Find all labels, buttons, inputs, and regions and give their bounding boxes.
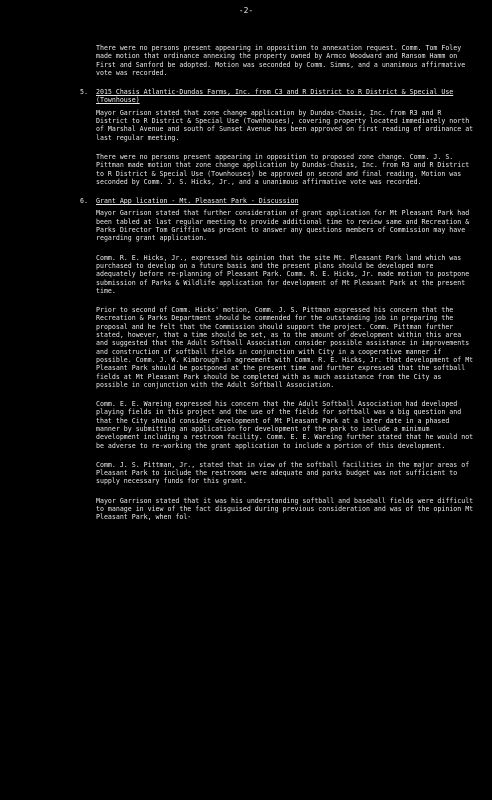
paragraph: Mayor Garrison stated that zone change application by Dundas-Chasis, Inc. from R3 and R District to R District & Special Use (Townhouses), covering property located immediately north of Marshal Avenue and south of Sunset Avenue has been approved on first reading of ordinance at last regular meeting. <box>96 108 478 142</box>
paragraph: Mayor Garrison stated that it was his understanding softball and baseball fields were difficult to manage in view of the fact disguised during previous consideration and was of the opinion Mt Pleasant Park, when fol- <box>96 496 478 522</box>
paragraph: There were no persons present appearing in opposition to proposed zone change. Comm. J. S. Pittman made motion that zone change application by Dundas-Chasis, Inc. from R3 and R District to R District & Special Use (Townhouses) be approved on second and final reading. Motion was seconded by Comm. J. S. Hicks, Jr., and a unanimous affirmative vote was recorded. <box>96 152 474 186</box>
agenda-item-6 <box>80 197 474 243</box>
paragraph: Comm. J. S. Pittman, Jr., stated that in view of the softball facilities in the major areas of Pleasant Park to include the restrooms were adequate and parks budget was not sufficient to supply necessary funds for this grant. <box>96 460 474 486</box>
paragraph: Prior to second of Comm. Hicks' motion, Comm. J. S. Pittman expressed his concern that the Recreation & Parks Department should be commended for the outstanding job in preparing the proposal and he felt that the Commission should support the project. Comm. Pittman further stated, however, that a time should be set, as to the amount of development within this area and suggested that the Adult Softball Association consider possible assistance in improvements and construction of softball fields in conjunction with City in a cooperative manner if possible. Comm. J. W. Kimbrough in agreement with Comm. R. E. Hicks, Jr. that development of Mt Pleasant Park should be postponed at the present time and further expressed that the softball fields at Mt Pleasant Park should be completed with as much assistance from the City as possible in conjunction with the Adult Softball Association. <box>96 306 478 389</box>
paragraph: Mayor Garrison stated that further consideration of grant application for Mt Pleasant Park had been tabled at last regular meeting to provide additional time to review same and Recreation & Parks Director Tom Griffin was present to answer any questions members of Commission may have regarding grant application. <box>96 209 474 243</box>
paragraph: There were no persons present appearing in opposition to annexation request. Comm. Tom Foley made motion that ordinance annexing the property owned by Armco Woodward and Ransom Hamm on First and Sanford be adopted. Motion was seconded by Comm. Simms, and a unanimous affirmative vote was recorded. <box>96 44 470 77</box>
agenda-item-5 <box>80 88 478 142</box>
item-title: 2015 Chasis Atlantic-Dundas Farms, Inc. from C3 and R District to R District & Special Use (Townhouse) <box>96 88 454 105</box>
paragraph: Comm. R. E. Hicks, Jr., expressed his opinion that the site Mt. Pleasant Park land which was purchased to develop on a future basis and the present plans should be developed more adequately before re-planning of Pleasant Park. Comm. R. E. Hicks, Jr. made motion to postpone submission of Parks & Wildlife application for development of Mt Pleasant Park at the present time. <box>96 253 474 295</box>
paragraph: Comm. E. E. Wareing expressed his concern that the Adult Softball Association had developed playing fields in this project and the use of the fields for softball was a big question and that the City should consider development of Mt Pleasant Park at a later date in a phased manner by submitting an application for development of the park to include a minimum development including a restroom facility. Comm. E. E. Wareing further stated that he would not be adverse to re-working the grant application to include a portion of this development. <box>96 400 478 450</box>
item-title: Grant App lication - Mt. Pleasant Park - Discussion <box>96 197 299 206</box>
item-number: 5. <box>80 88 88 97</box>
document-body <box>80 44 478 533</box>
page-number: -2- <box>238 6 254 15</box>
item-number: 6. <box>80 197 88 206</box>
